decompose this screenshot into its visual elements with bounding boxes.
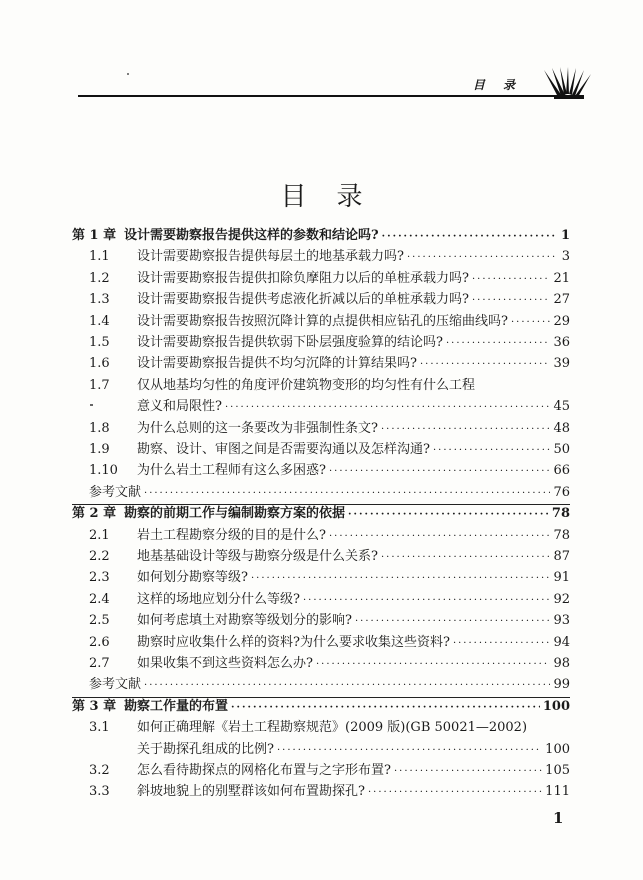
dot-leader: [329, 465, 550, 479]
toc-section-continuation[interactable]: [72, 399, 570, 415]
toc-section-entry[interactable]: [72, 292, 570, 308]
entry-page: 1: [560, 228, 570, 243]
toc-section-entry[interactable]: [72, 356, 570, 372]
toc-section-entry[interactable]: [72, 784, 570, 800]
toc-section-entry[interactable]: [72, 592, 570, 608]
entry-title: 为什么岩土工程师有这么多困惑?: [137, 463, 326, 479]
entry-title: 如何考虑填土对勘察等级划分的影响?: [137, 613, 352, 629]
entry-page: 29: [553, 313, 570, 329]
toc-section-entry[interactable]: [72, 271, 570, 287]
entry-title: 怎么看待勘探点的网格化布置与之字形布置?: [137, 763, 391, 778]
toc-section-entry[interactable]: [72, 570, 570, 586]
dot-leader: [433, 444, 550, 458]
dot-leader: [511, 316, 550, 330]
entry-title: 勘察的前期工作与编制勘察方案的依据: [124, 506, 346, 522]
entry-page: 100: [542, 698, 570, 714]
toc-section-entry[interactable]: [72, 613, 570, 629]
entry-number: 1.2: [89, 270, 110, 286]
toc-section-entry[interactable]: [72, 378, 570, 394]
entry-title: 设计需要勘察报告按照沉降计算的点提供相应钻孔的压缩曲线吗?: [137, 313, 508, 329]
dot-leader: [407, 251, 555, 265]
entry-page: 99: [553, 677, 570, 693]
entry-title: 设计需要勘察报告提供这样的参数和结论吗?: [124, 228, 379, 243]
entry-title: 这样的场地应划分什么等级?: [137, 591, 300, 607]
dot-leader: [225, 401, 550, 415]
entry-number: 2.6: [89, 634, 110, 650]
entry-page: 48: [553, 420, 570, 436]
dot-leader: [303, 594, 550, 608]
entry-page: 87: [553, 549, 570, 564]
dot-leader: [355, 615, 550, 629]
entry-page: 100: [545, 741, 570, 757]
toc-section-continuation[interactable]: [72, 742, 570, 758]
dot-leader: [381, 551, 550, 565]
entry-title: 参考文献: [89, 677, 142, 693]
dot-leader: [231, 701, 540, 715]
entry-page: 91: [553, 570, 570, 586]
entry-number: 2.3: [89, 570, 110, 586]
toc-section-entry[interactable]: [72, 656, 570, 672]
header-rule: [78, 95, 566, 97]
entry-page: 78: [553, 527, 570, 543]
toc-section-entry[interactable]: [72, 635, 570, 651]
toc-section-entry[interactable]: [72, 463, 570, 479]
dot-leader: [316, 658, 550, 672]
entry-page: 27: [553, 292, 570, 308]
entry-page: 78: [551, 506, 570, 522]
entry-page: 94: [553, 634, 570, 650]
entry-title: 勘察时应收集什么样的资料?为什么要求收集这些资料?: [137, 634, 450, 650]
entry-page: 45: [553, 399, 570, 415]
entry-number: 3.3: [89, 784, 110, 800]
entry-number: 第 1 章: [72, 228, 117, 243]
entry-title: 设计需要勘察报告提供软弱下卧层强度验算的结论吗?: [137, 335, 443, 350]
page-number: 1: [553, 809, 564, 827]
entry-page: 111: [545, 784, 570, 800]
toc-section-entry[interactable]: [72, 249, 570, 265]
toc-chapter-entry[interactable]: [72, 228, 570, 244]
header-label: 目 录: [472, 78, 522, 92]
dot-leader: [420, 358, 550, 372]
entry-number: 1.4: [89, 313, 110, 329]
dot-leader: [368, 786, 542, 800]
dot-leader: [381, 423, 550, 437]
entry-title: 参考文献: [89, 484, 142, 500]
entry-title: 设计需要勘察报告提供考虑液化折减以后的单桩承载力吗?: [137, 292, 469, 308]
entry-number: 2.4: [89, 591, 110, 607]
dot-leader: [453, 637, 551, 651]
dot-leader: [446, 337, 550, 351]
entry-number: 2.1: [89, 527, 110, 543]
entry-number: 第 3 章: [72, 698, 117, 714]
toc-reference-entry[interactable]: [72, 677, 570, 693]
entry-title: 如何正确理解《岩土工程勘察规范》(2009 版)(GB 50021—2002): [137, 720, 528, 736]
entry-title-continued: 意义和局限性?: [137, 399, 222, 415]
entry-number: 3.2: [89, 763, 110, 778]
entry-number: 1.3: [89, 292, 110, 308]
entry-number: 2.5: [89, 613, 110, 629]
entry-title: 设计需要勘察报告提供每层土的地基承载力吗?: [137, 249, 404, 265]
page-title: 目录: [280, 182, 393, 212]
dot-leader: [348, 508, 549, 522]
entry-title: 地基基础设计等级与勘察分级是什么关系?: [137, 549, 378, 564]
entry-number: 1.7: [89, 377, 110, 393]
entry-page: 39: [553, 356, 570, 372]
dot-leader: [144, 487, 550, 501]
entry-title: 勘察工作量的布置: [124, 698, 229, 714]
toc-chapter-entry[interactable]: [72, 506, 570, 522]
dot-leader: [144, 679, 550, 693]
entry-title: 勘察、设计、审图之间是否需要沟通以及怎样沟通?: [137, 442, 430, 457]
dot-leader: [382, 230, 555, 244]
print-speck: [90, 404, 93, 406]
entry-title: 岩土工程勘察分级的目的是什么?: [137, 527, 326, 543]
entry-number: 1.9: [89, 442, 110, 457]
toc-chapter-entry[interactable]: [72, 699, 570, 715]
entry-page: 93: [553, 613, 570, 629]
entry-page: 92: [553, 591, 570, 607]
toc-section-entry[interactable]: [72, 720, 570, 736]
entry-number: 2.2: [89, 549, 110, 564]
toc-section-entry[interactable]: [72, 528, 570, 544]
toc-reference-entry[interactable]: [72, 485, 570, 501]
dot-leader: [329, 530, 550, 544]
entry-page: 66: [553, 463, 570, 479]
running-header: [78, 68, 566, 98]
entry-page: 76: [553, 484, 570, 500]
entry-number: 2.7: [89, 656, 110, 671]
entry-number: 第 2 章: [72, 506, 117, 522]
entry-title: 仅从地基均匀性的角度评价建筑物变形的均匀性有什么工程: [137, 377, 476, 393]
toc-section-entry[interactable]: [72, 549, 570, 565]
entry-page: 36: [553, 335, 570, 350]
entry-page: 50: [553, 442, 570, 457]
dot-leader: [251, 572, 550, 586]
entry-number: 1.6: [89, 356, 110, 372]
entry-number: 1.10: [89, 463, 118, 479]
toc-section-entry[interactable]: [72, 335, 570, 351]
fan-ornament-icon: [538, 66, 594, 102]
entry-number: 1.8: [89, 420, 110, 436]
entry-page: 21: [553, 270, 570, 286]
entry-number: 1.5: [89, 335, 110, 350]
entry-title: 设计需要勘察报告提供不均匀沉降的计算结果吗?: [137, 356, 417, 372]
toc-section-entry[interactable]: [72, 421, 570, 437]
dot-leader: [277, 744, 542, 758]
entry-number: 3.1: [89, 720, 110, 736]
chapter-divider: [72, 697, 570, 698]
toc-section-entry[interactable]: [72, 442, 570, 458]
entry-title: 如何划分勘察等级?: [137, 570, 248, 586]
entry-title: 如果收集不到这些资料怎么办?: [137, 656, 313, 671]
dot-leader: [472, 273, 550, 287]
entry-title-continued: 关于勘探孔组成的比例?: [137, 741, 274, 757]
toc-section-entry[interactable]: [72, 763, 570, 779]
entry-page: 3: [561, 249, 570, 265]
entry-page: 98: [553, 656, 570, 671]
dot-leader: [394, 765, 542, 779]
entry-title: 设计需要勘察报告提供扣除负摩阻力以后的单桩承载力吗?: [137, 270, 469, 286]
toc-section-entry[interactable]: [72, 314, 570, 330]
entry-title: 斜坡地貌上的别墅群该如何布置勘探孔?: [137, 784, 365, 800]
entry-number: 1.1: [89, 249, 110, 265]
entry-title: 为什么总则的这一条要改为非强制性条文?: [137, 420, 378, 436]
entry-page: 105: [545, 763, 570, 778]
dot-leader: [472, 294, 550, 308]
